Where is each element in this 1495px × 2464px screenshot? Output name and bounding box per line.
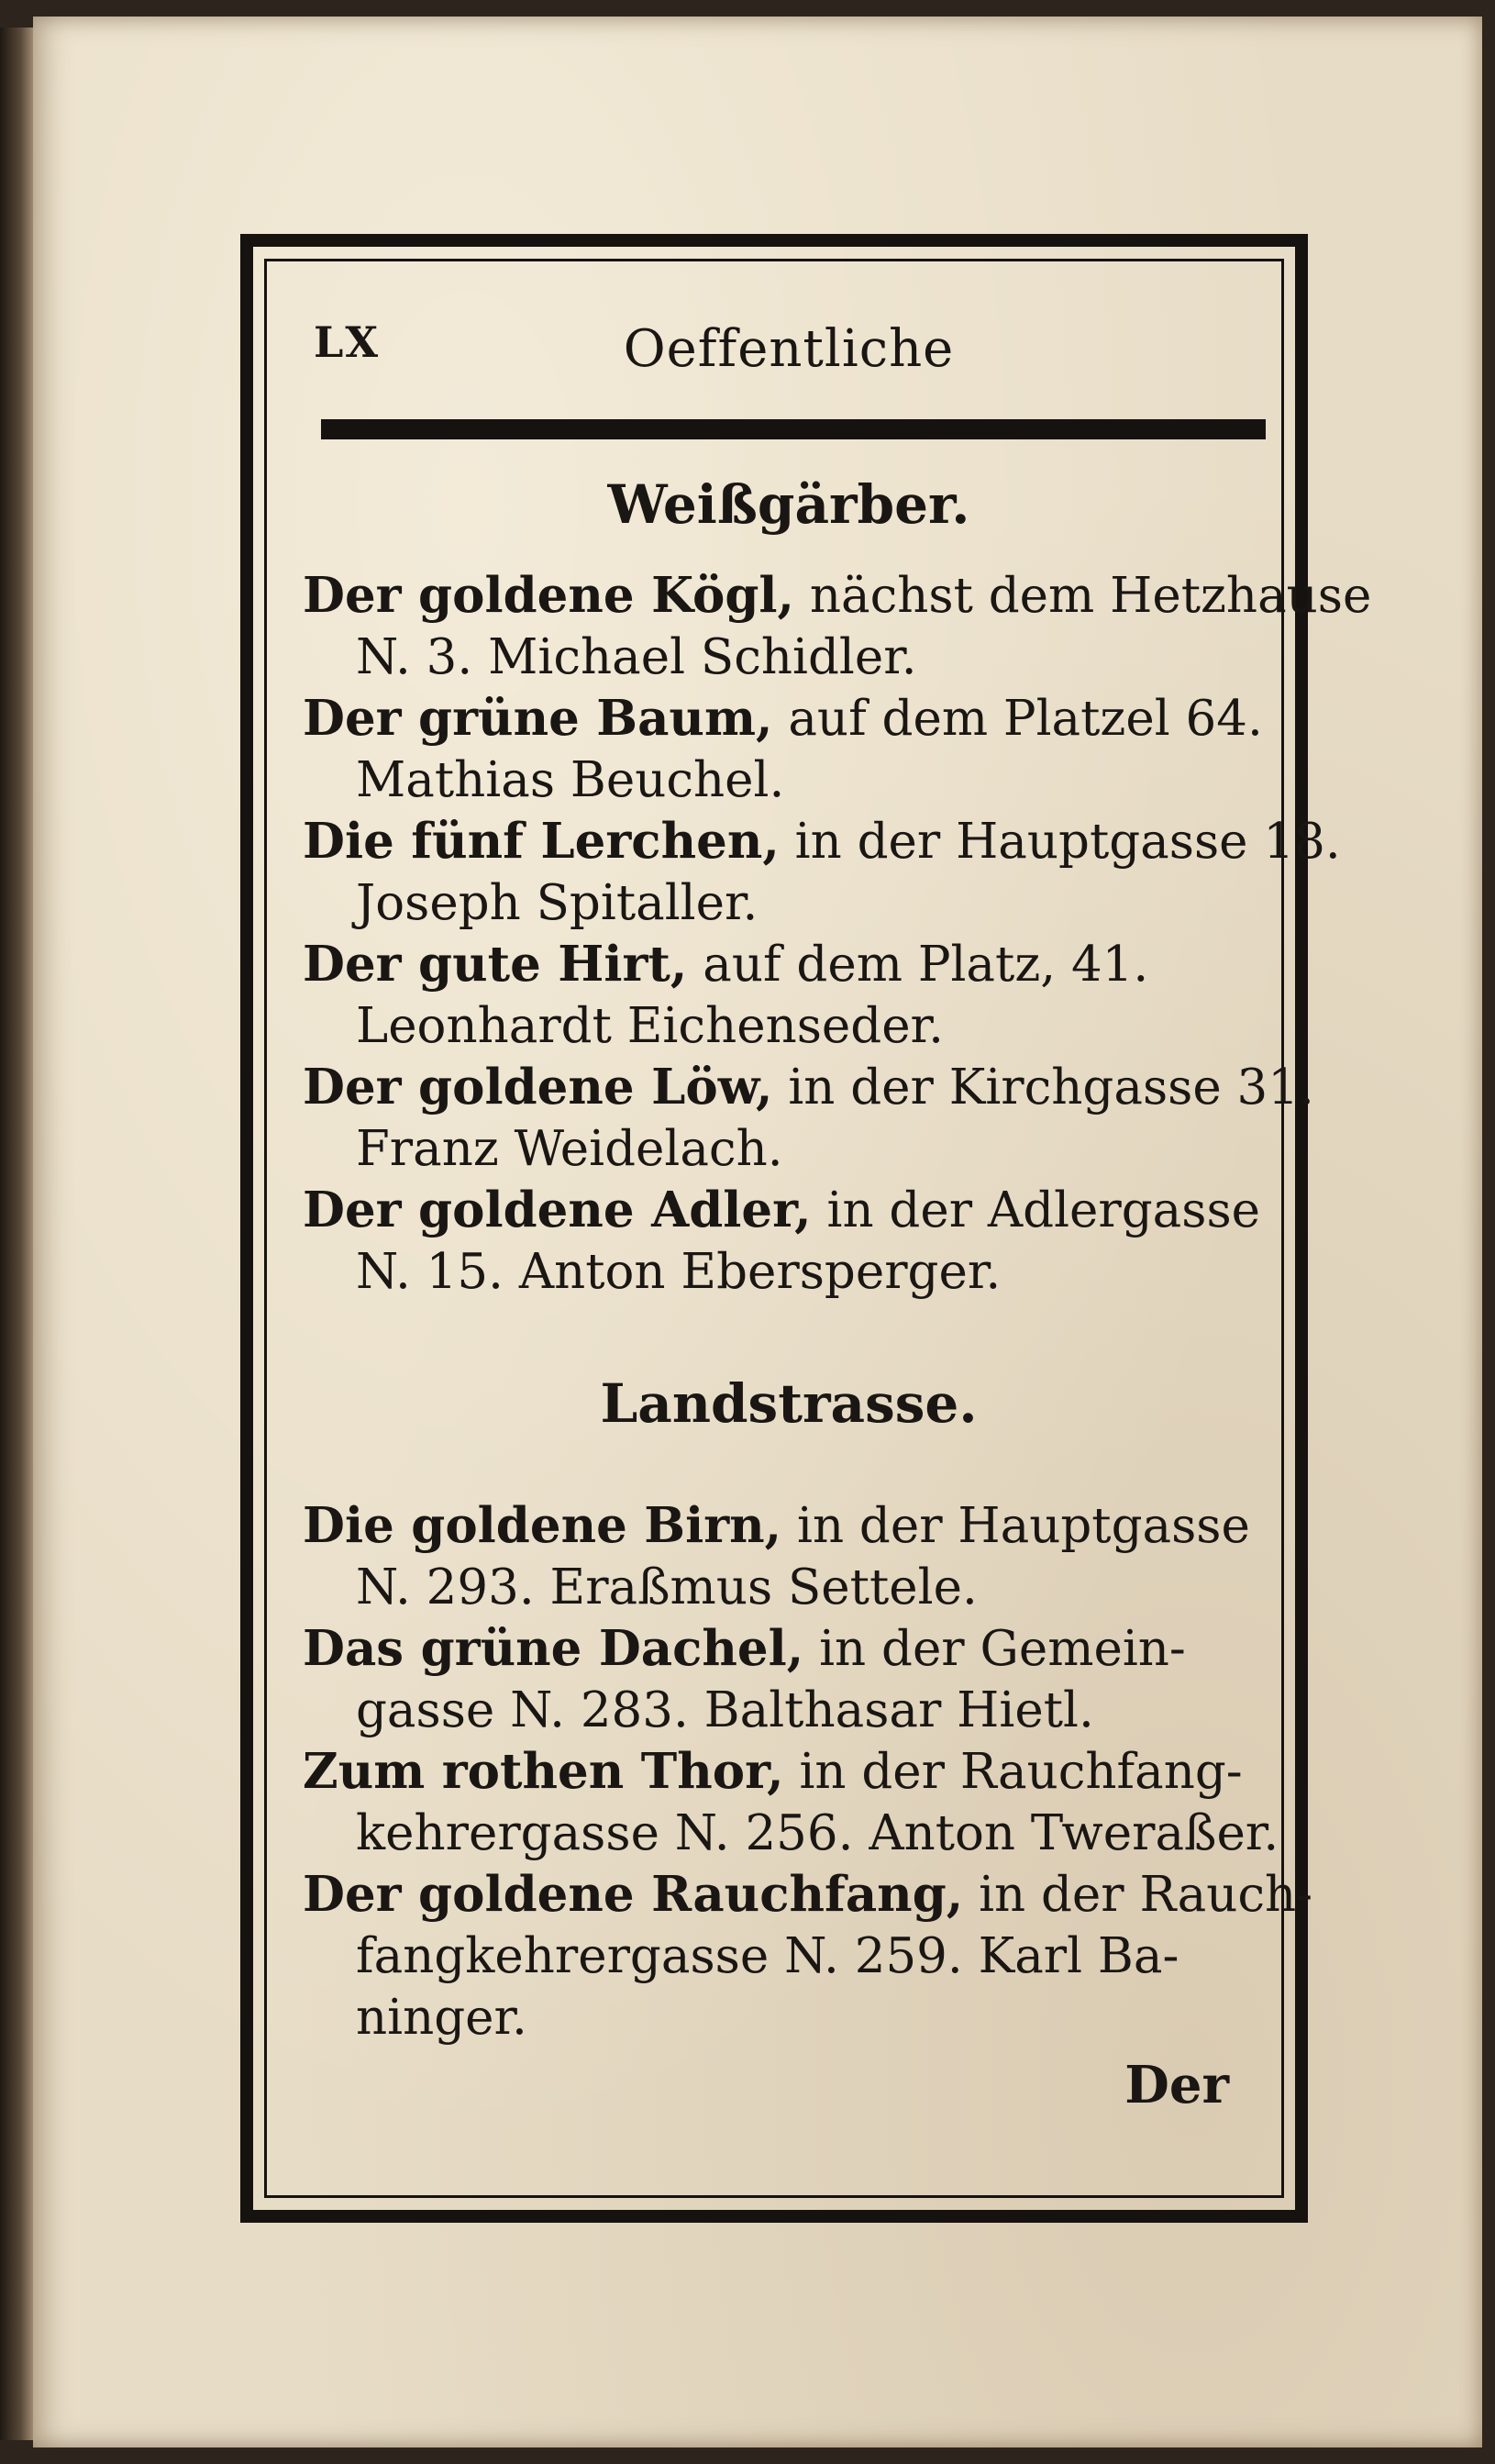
entry-address: in der Adlergasse [811,1182,1261,1238]
list-item [303,1180,1275,1303]
entry-owner: gasse N. 283. Balthasar Hietl. [356,1682,1094,1738]
list-item [303,1057,1314,1180]
header-rule [321,419,1266,439]
entry-address: in der Rauch- [963,1867,1313,1923]
list-item [303,1741,1279,1864]
entry-owner-cont: ninger. [356,1990,527,2046]
list-item [303,934,1275,1057]
entry-list [303,1495,1313,2048]
entry-name: Der goldene Rauchfang, [303,1866,964,1923]
list-item [303,1618,1275,1741]
entry-owner: fangkehrergasse N. 259. Karl Ba- [356,1928,1179,1984]
page-content [303,312,1372,2165]
section-weissgaerber [303,468,1372,1303]
list-item [303,811,1341,934]
entry-owner: N. 293. Eraßmus Settele. [356,1559,978,1615]
entry-address: nächst dem Hetzhause [793,568,1372,624]
list-item [303,565,1372,688]
entry-address: auf dem Platz, 41. [687,937,1149,993]
section-title: Weißgärber. [607,473,970,536]
entry-owner: N. 15. Anton Ebersperger. [356,1244,1002,1300]
entry-address: in der Hauptgasse 18. [779,814,1341,870]
entry-owner: Leonhardt Eichenseder. [356,998,944,1054]
entry-owner: Joseph Spitaller. [356,875,759,931]
entry-name: Der goldene Löw, [303,1059,773,1115]
list-item [303,1864,1313,2048]
entry-address: in der Hauptgasse [781,1498,1250,1554]
page-number: LX [314,317,381,367]
entry-address: in der Gemein- [803,1621,1186,1677]
book-spine-edge [0,28,35,2440]
running-title: Oeffentliche [623,319,955,379]
section-title: Landstrasse. [600,1372,978,1435]
entry-list [303,565,1372,1303]
entry-owner: Mathias Beuchel. [356,752,785,808]
entry-address: auf dem Platzel 64. [772,691,1263,747]
entry-owner: Franz Weidelach. [356,1121,783,1177]
entry-name: Der goldene Adler, [303,1182,812,1238]
entry-name: Der gute Hirt, [303,936,688,993]
section-landstrasse [303,1367,1313,2048]
entry-name: Die goldene Birn, [303,1497,782,1554]
entry-name: Die fünf Lerchen, [303,813,780,870]
entry-name: Der goldene Kögl, [303,567,794,624]
entry-address: in der Rauchfang- [783,1744,1243,1800]
entry-name: Das grüne Dachel, [303,1620,804,1677]
entry-owner: N. 3. Michael Schidler. [356,629,917,685]
entry-name: Der grüne Baum, [303,690,773,747]
list-item [303,1495,1275,1618]
list-item [303,688,1275,811]
catchword: Der [1124,2055,1229,2115]
entry-address: in der Kirchgasse 31. [772,1060,1314,1115]
entry-owner: kehrergasse N. 256. Anton Tweraßer. [356,1805,1279,1861]
entry-name: Zum rothen Thor, [303,1743,784,1800]
running-head [303,312,1275,385]
